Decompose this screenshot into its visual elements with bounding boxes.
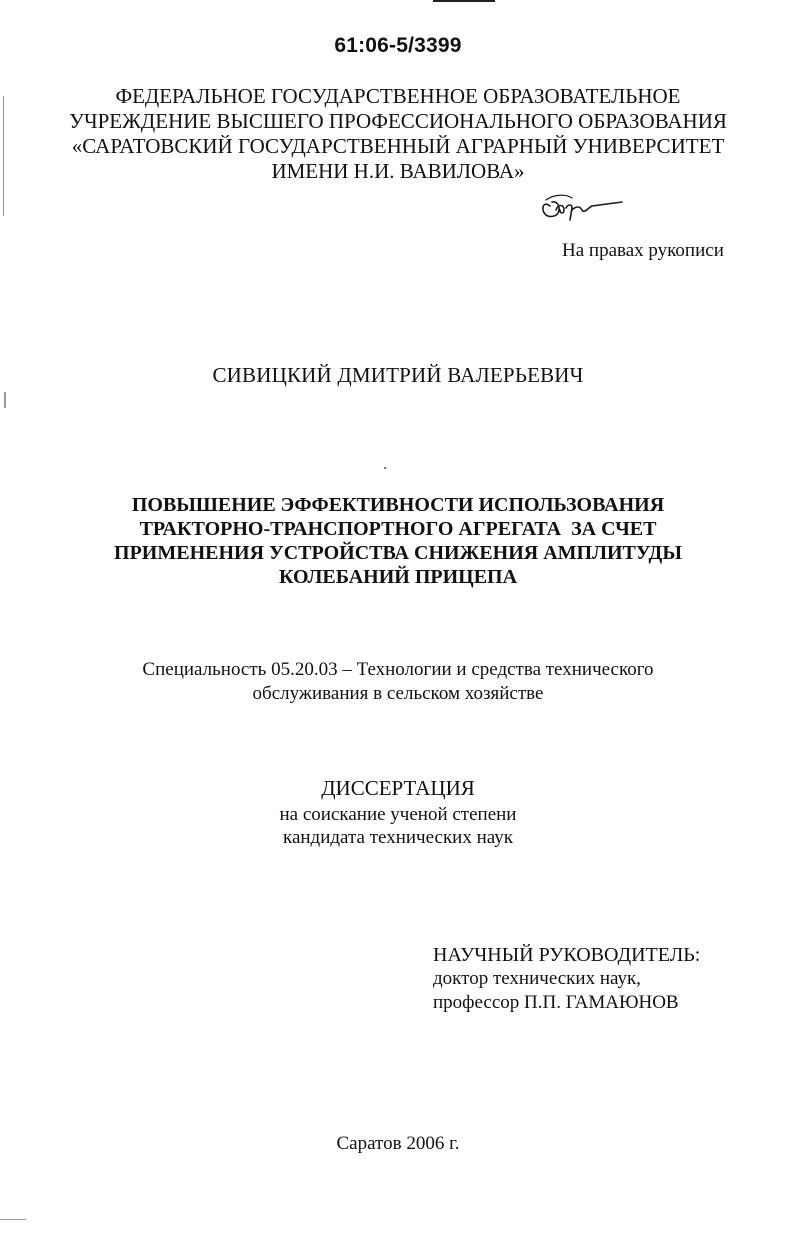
title-line: ТРАКТОРНО-ТРАНСПОРТНОГО АГРЕГАТА ЗА СЧЕТ [139, 518, 657, 540]
title-line: КОЛЕБАНИЙ ПРИЦЕПА [278, 566, 518, 588]
supervisor-degree: доктор технических наук, [433, 968, 641, 989]
institution-line: ФЕДЕРАЛЬНОЕ ГОСУДАРСТВЕННОЕ ОБРАЗОВАТЕЛЬНОЕ [115, 84, 681, 108]
degree-line: кандидата технических наук [283, 827, 513, 848]
supervisor-name: профессор П.П. ГАМАЮНОВ [433, 992, 679, 1013]
scan-edge-mark [0, 1219, 26, 1220]
institution-line: ИМЕНИ Н.И. ВАВИЛОВА» [271, 159, 525, 183]
specialty-line: Специальность 05.20.03 – Технологии и средства технического [142, 659, 654, 680]
institution-name [0, 84, 796, 184]
author-name: СИВИЦКИЙ ДМИТРИЙ ВАЛЕРЬЕВИЧ [212, 363, 584, 387]
scan-edge-mark [3, 96, 4, 216]
place-year: Саратов 2006 г. [336, 1133, 460, 1154]
specialty-line: обслуживания в сельском хозяйстве [252, 683, 544, 704]
degree-line: на соискание ученой степени [279, 804, 517, 825]
dissertation-title [0, 493, 796, 589]
top-rule [433, 0, 495, 2]
scan-edge-mark [4, 392, 6, 408]
degree-purpose [0, 803, 796, 849]
supervisor-heading: НАУЧНЫЙ РУКОВОДИТЕЛЬ: [433, 944, 701, 966]
rights-note: На правах рукописи [562, 240, 724, 261]
scan-speck [384, 467, 386, 469]
title-line: ПРИМЕНЕНИЯ УСТРОЙСТВА СНИЖЕНИЯ АМПЛИТУДЫ [114, 542, 682, 564]
title-line: ПОВЫШЕНИЕ ЭФФЕКТИВНОСТИ ИСПОЛЬЗОВАНИЯ [131, 494, 665, 516]
institution-line: «САРАТОВСКИЙ ГОСУДАРСТВЕННЫЙ АГРАРНЫЙ УНИВЕРСИТЕТ [71, 134, 725, 158]
document-type: ДИССЕРТАЦИЯ [321, 776, 475, 800]
institution-line: УЧРЕЖДЕНИЕ ВЫСШЕГО ПРОФЕССИОНАЛЬНОГО ОБРАЗОВАНИЯ [69, 109, 727, 133]
catalog-number: 61:06-5/3399 [334, 34, 462, 57]
supervisor-block [433, 943, 700, 1015]
specialty [0, 658, 796, 706]
signature-icon [536, 186, 626, 230]
